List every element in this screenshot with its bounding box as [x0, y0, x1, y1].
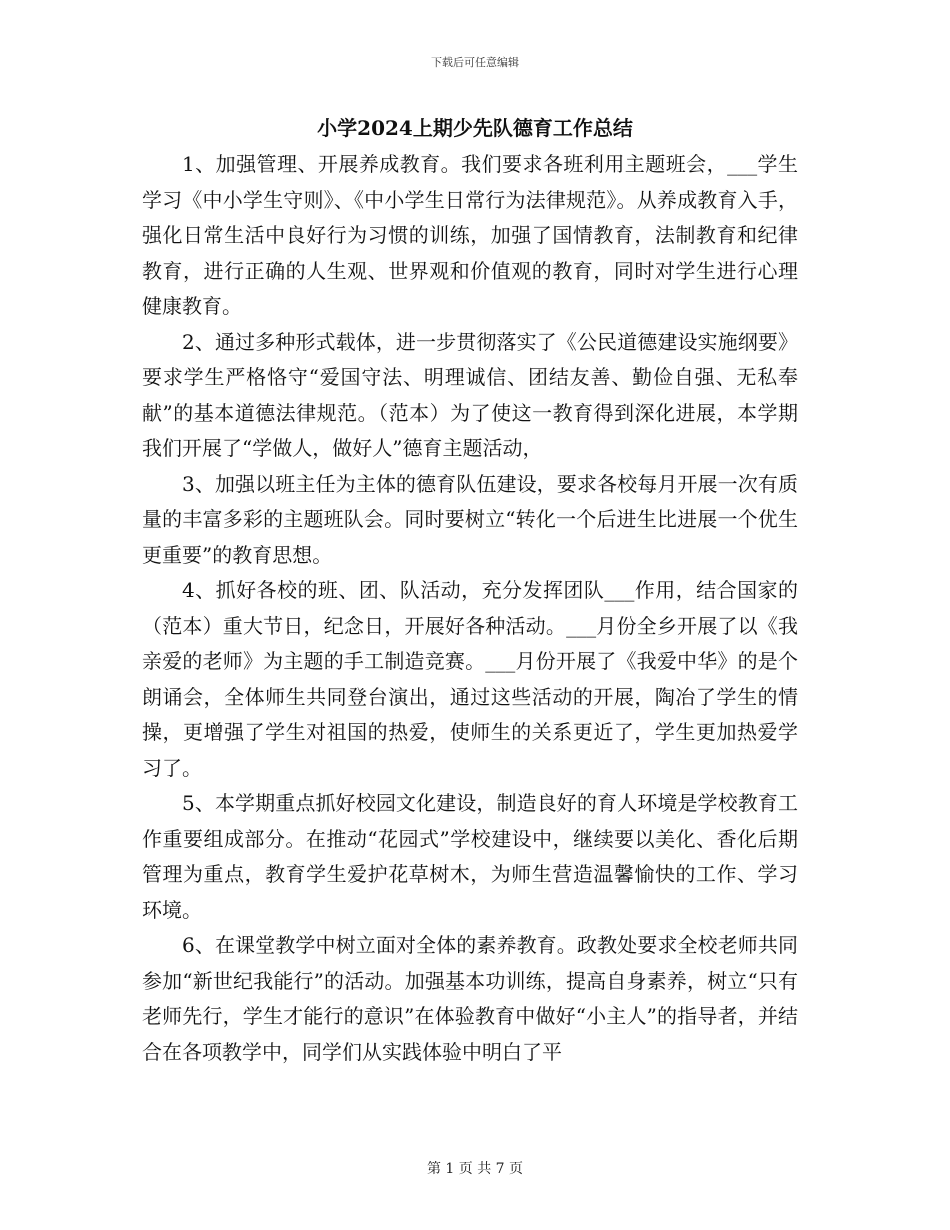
header-note: 下载后可任意编辑 [431, 56, 519, 69]
paragraph-5: 5、本学期重点抓好校园文化建设，制造良好的育人环境是学校教育工作重要组成部分。在推动“花园式”学校建设中，继续要以美化、香化后期管理为重点，教育学生爱护花草树木，为师生营造温馨愉快的工作、学习环境。 [142, 791, 798, 922]
document-title: 小学2024上期少先队德育工作总结 [317, 116, 633, 140]
paragraph-2: 2、通过多种形式载体，进一步贯彻落实了《公民道德建设实施纲要》要求学生严格恪守“爱国守法、明理诚信、团结友善、勤俭自强、无私奉献”的基本道德法律规范。（范本）为了使这一教育得到深化进展，本学期我们开展了“学做人，做好人”德育主题活动， [142, 329, 798, 460]
paragraph-3: 3、加强以班主任为主体的德育队伍建设，要求各校每月开展一次有质量的丰富多彩的主题班队会。同时要树立“转化一个后进生比进展一个优生更重要”的教育思想。 [142, 471, 798, 567]
paragraph-6: 6、在课堂教学中树立面对全体的素养教育。政教处要求全校老师共同参加“新世纪我能行”的活动。加强基本功训练，提高自身素养，树立“只有老师先行，学生才能行的意识”在体验教育中做好“小主人”的指导者，并结合在各项教学中，同学们从实践体验中明白了平 [142, 933, 798, 1064]
page-footer: 第 1 页 共 7 页 [426, 1161, 524, 1177]
paragraph-1: 1、加强管理、开展养成教育。我们要求各班利用主题班会，___学生学习《中小学生守则》、《中小学生日常行为法律规范》。从养成教育入手，强化日常生活中良好行为习惯的训练，加强了国情教育，法制教育和纪律教育，进行正确的人生观、世界观和价值观的教育，同时对学生进行心理健康教育。 [142, 152, 798, 318]
paragraph-4: 4、抓好各校的班、团、队活动，充分发挥团队___作用，结合国家的（范本）重大节日，纪念日，开展好各种活动。___月份全乡开展了以《我亲爱的老师》为主题的手工制造竞赛。___月份开展了《我爱中华》的是个朗诵会，全体师生共同登台演出，通过这些活动的开展，陶冶了学生的情操，更增强了学生对祖国的热爱，使师生的关系更近了，学生更加热爱学习了。 [142, 578, 798, 780]
document-body [142, 147, 798, 1070]
